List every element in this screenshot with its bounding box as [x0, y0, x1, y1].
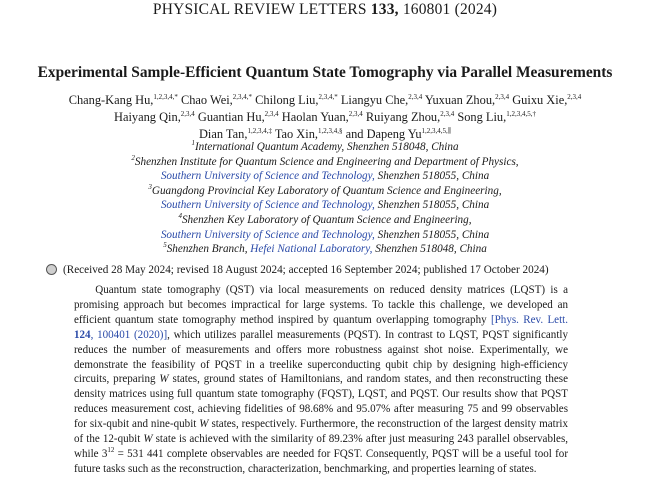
running-header [0, 0, 650, 20]
affiliation-3: $^3$Guangdong Provincial Key Laboratory of Quantum Science and Engineering, [148, 182, 502, 197]
affiliations: $^1$International Quantum Academy, Shenzhen 518048, China $^2$Shenzhen Institute for Quantum Science and Engineering and Department of Physics, Southern University of Science and Technology, Shenzhen 518055, China $^3$Guangdong Provincial Key Laboratory of Quantum Science and Engineering, Southern University of Science and Technology, Shenzhen 518055, China $^4$Shenzhen Key Laboratory of Quantum Science and Engineering, Southern University of Science and Technology, Shenzhen 518055, China $^5$Shenzhen Branch, Hefei National Laboratory, Shenzhen 518048, China [60, 140, 590, 257]
publication-dates: (Received 28 May 2024; revised 18 August 2024; accepted 16 September 2024; published 17 October 2024) [63, 264, 549, 276]
author[interactable]: Chang-Kang Hu,$^{1,2,3,4,*}$ [68, 93, 178, 107]
author[interactable]: Chilong Liu,$^{2,3,4,*}$ [255, 93, 338, 107]
author[interactable]: Tao Xin,$^{1,2,3,4,\S}$ [274, 127, 343, 141]
abstract: Quantum state tomography (QST) via local measurements on reduced density matrices (LQST) is a promising approach but becomes impractical for large systems. To tackle this challenge, we developed an efficient quantum state tomography method inspired by quantum overlapping tomography [Phys. Rev. Lett. 124, 100401 (2020)], which utilizes parallel measurements (PQST). In contrast to LQST, PQST significantly reduces the number of measurements and offers more robustness against shot noise. Experimentally, we demonstrate the feasibility of PQST in a treelike superconducting qubit chip by designing high-efficiency circuits, preparing W states, ground states of Hamiltonians, and random states, and then reconstructing these density matrices using full quantum state tomography (FQST), LQST, and PQST. Our results show that PQST reduces measurement cost, achieving fidelities of 98.68% and 95.07% after measuring 75 and 99 observables for six-qubit and nine-qubit W states, respectively. Furthermore, the reconstruction of the largest density matrix of the 12-qubit W state is achieved with the similarity of 89.23% after just measuring 243 parallel observables, while $3^{12} = 531$ 441 complete observables are needed for FQST. Consequently, PQST will be a useful tool for future tasks such as the reconstruction, characterization, benchmarking, and properties learning of states. [74, 284, 569, 475]
affiliation-5: $^5$Shenzhen Branch, Hefei National Laboratory, Shenzhen 518048, China [163, 241, 487, 256]
paper-title: Experimental Sample-Efficient Quantum State Tomography via Parallel Measurements [37, 64, 613, 81]
author[interactable]: Dian Tan,$^{1,2,3,4,\ddagger}$ [198, 127, 272, 141]
article-number: 160801 (2024) [402, 1, 498, 18]
author[interactable]: Liangyu Che,$^{2,3,4}$ [340, 93, 423, 107]
affiliation-2: $^2$Shenzhen Institute for Quantum Science and Engineering and Department of Physics, [131, 153, 519, 168]
author[interactable]: Chao Wei,$^{2,3,4,*}$ [180, 93, 252, 107]
journal-name: PHYSICAL REVIEW LETTERS [152, 1, 367, 18]
author[interactable]: Song Liu,$^{1,2,3,4,5,\dagger}$ [457, 110, 536, 124]
author[interactable]: Haolan Yuan,$^{2,3,4}$ [281, 110, 363, 124]
affiliation-1: $^1$International Quantum Academy, Shenzhen 518048, China [191, 139, 459, 153]
affiliation-link[interactable]: Southern University of Science and Technology, [160, 199, 375, 212]
author[interactable]: Ruiyang Zhou,$^{2,3,4}$ [365, 110, 455, 124]
reference-link[interactable]: [Phys. Rev. Lett. 124, 100401 (2020)] [74, 313, 568, 341]
check-for-updates-icon[interactable] [46, 264, 57, 275]
affiliation-4: $^4$Shenzhen Key Laboratory of Quantum Science and Engineering, [178, 211, 472, 226]
affiliation-link[interactable]: Southern University of Science and Technology, [160, 170, 375, 183]
author[interactable]: Guantian Hu,$^{2,3,4}$ [197, 110, 279, 124]
author[interactable]: Guixu Xie,$^{2,3,4}$ [512, 93, 582, 107]
volume-number: 133, [370, 1, 399, 18]
received-line [46, 263, 626, 277]
author-list [20, 92, 630, 143]
affiliation-link[interactable]: Southern University of Science and Technology, [160, 228, 375, 241]
affiliation-link[interactable]: Hefei National Laboratory, [250, 243, 373, 256]
author[interactable]: Haiyang Qin,$^{2,3,4}$ [114, 110, 195, 124]
author[interactable]: Yuxuan Zhou,$^{2,3,4}$ [424, 93, 510, 107]
author[interactable]: and Dapeng $Yu^{1,2,3,4,5,\parallel}$ [345, 127, 452, 141]
